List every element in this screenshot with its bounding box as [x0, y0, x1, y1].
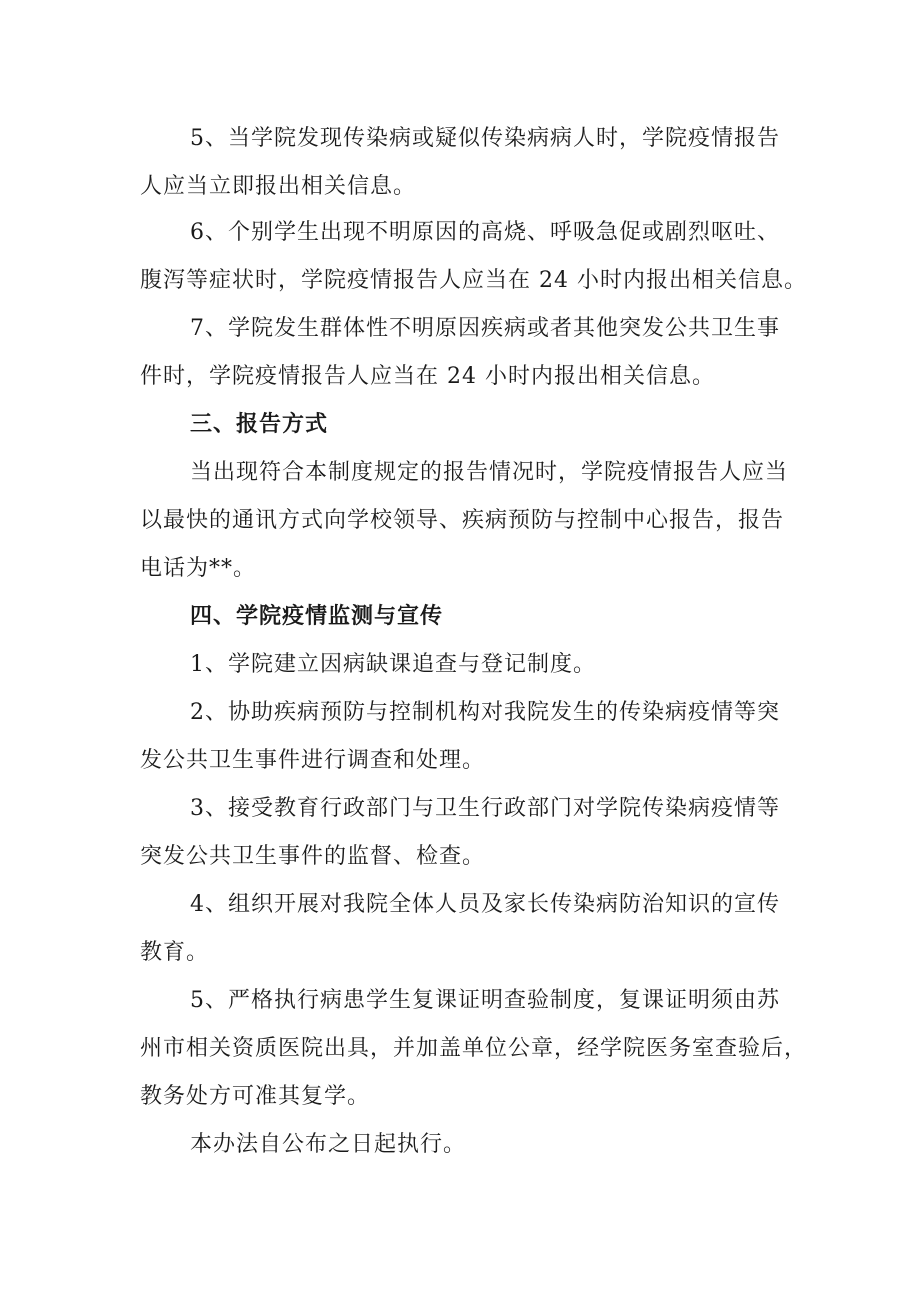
- section-4-item-1: 1、学院建立因病缺课追查与登记制度。: [190, 652, 596, 677]
- section-4-item-3-line1: 3、接受教育行政部门与卫生行政部门对学院传染病疫情等: [190, 796, 780, 821]
- item-5-report-line2: 人应当立即报出相关信息。: [140, 174, 417, 199]
- section-3-heading: 三、报告方式: [190, 412, 329, 437]
- section-4-item-2-line1: 2、协助疾病预防与控制机构对我院发生的传染病疫情等突: [190, 700, 780, 725]
- section-4-item-4-line2: 教育。: [140, 940, 210, 965]
- section-4-item-5-line3: 教务处方可准其复学。: [140, 1084, 371, 1109]
- section-4-item-3-line2: 突发公共卫生事件的监督、检查。: [140, 844, 486, 869]
- item-6-report-line1: 6、个别学生出现不明原因的高烧、呼吸急促或剧烈呕吐、: [190, 220, 780, 245]
- section-3-text-line3: 电话为**。: [140, 556, 257, 581]
- closing-statement: 本办法自公布之日起执行。: [190, 1132, 467, 1157]
- item-7-report-line1: 7、学院发生群体性不明原因疾病或者其他突发公共卫生事: [190, 316, 780, 341]
- section-3-text-line1: 当出现符合本制度规定的报告情况时，学院疫情报告人应当: [190, 460, 789, 485]
- section-4-heading: 四、学院疫情监测与宣传: [190, 604, 444, 629]
- item-6-report-line2: 腹泻等症状时，学院疫情报告人应当在 24 小时内报出相关信息。: [140, 268, 807, 293]
- section-4-item-5-line1: 5、严格执行病患学生复课证明查验制度，复课证明须由苏: [190, 988, 780, 1013]
- section-3-text-line2: 以最快的通讯方式向学校领导、疾病预防与控制中心报告，报告: [140, 508, 785, 533]
- section-4-item-4-line1: 4、组织开展对我院全体人员及家长传染病防治知识的宣传: [190, 892, 780, 917]
- item-5-report-line1: 5、当学院发现传染病或疑似传染病病人时，学院疫情报告: [190, 126, 780, 151]
- section-4-item-5-line2: 州市相关资质医院出具，并加盖单位公章，经学院医务室查验后，: [140, 1036, 808, 1061]
- item-7-report-line2: 件时，学院疫情报告人应当在 24 小时内报出相关信息。: [140, 364, 715, 389]
- section-4-item-2-line2: 发公共卫生事件进行调查和处理。: [140, 748, 486, 773]
